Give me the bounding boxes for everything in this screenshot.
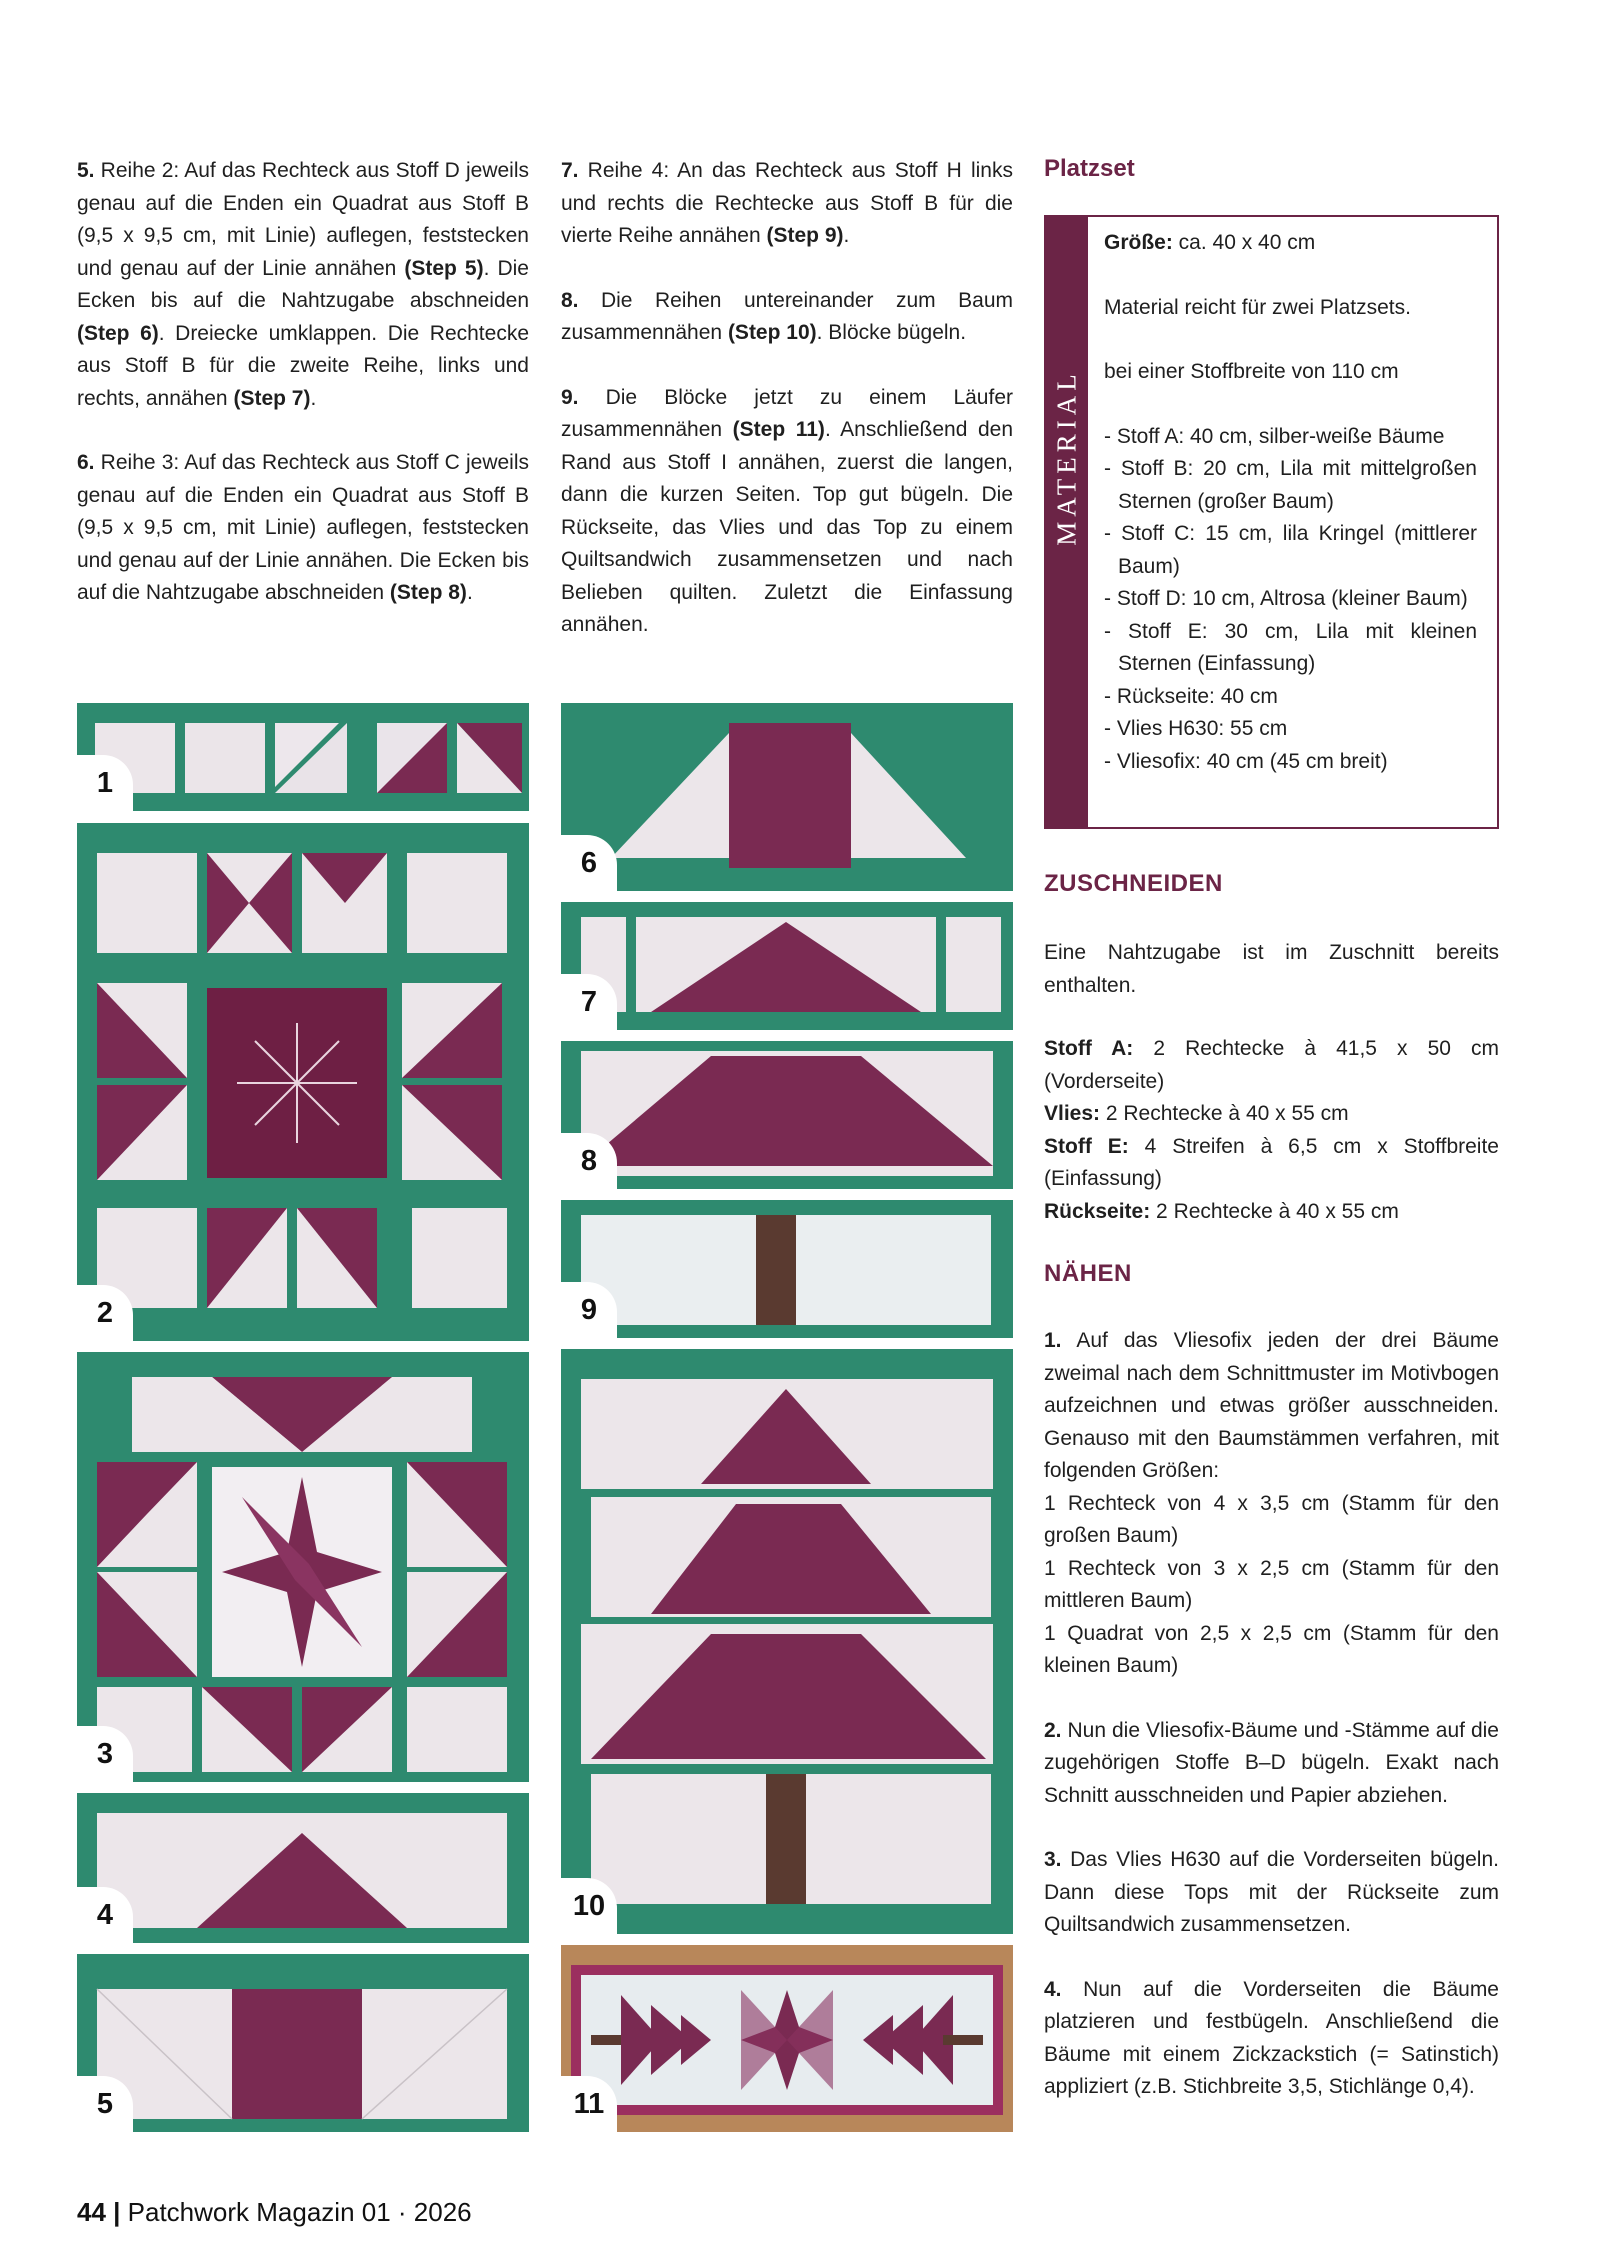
naehen-step-1: 1. Auf das Vliesofix jeden der drei Bäume zweimal nach dem Schnittmuster im Motivbogen aufzeichnen und etwas größer ausschneiden. Genauso mit den Baumstämmen verfahren, mit folgenden Größen: 1 Rechteck von 4 x 3,5 cm (Stamm für den großen Baum) 1 Rechteck von 3 x 2,5 cm (Stamm für den mittleren Baum) 1 Quadrat von 2,5 x 2,5 cm (Stamm für den kleinen Baum) — [1044, 1329, 1499, 1677]
step-photo-1 — [77, 703, 529, 811]
zuschneiden-list — [1044, 1033, 1499, 1228]
trunk-row-illustration — [77, 1954, 529, 2132]
step-7-paragraph: 7. Reihe 4: An das Rechteck aus Stoff H links und rechts die Rechtecke aus Stoff B für die vierte Reihe annähen (Step 9). — [561, 159, 1013, 247]
photo-number-badge: 7 — [561, 974, 617, 1030]
photo-number-badge: 2 — [77, 1285, 133, 1341]
step-reference: (Step 11) — [732, 418, 825, 441]
material-label: MATERIAL — [1051, 369, 1082, 546]
photo-number-badge: 5 — [77, 2076, 133, 2132]
tree-trapezoid-row-illustration — [561, 1041, 1013, 1189]
step-photo-4 — [77, 1793, 529, 1943]
photo-number-badge: 4 — [77, 1887, 133, 1943]
naehen-steps — [1044, 1325, 1499, 2136]
step-reference: (Step 6) — [77, 321, 159, 345]
photo-number-badge: 11 — [561, 2076, 617, 2132]
material-item: - Vliesofix: 40 cm (45 cm breit) — [1104, 749, 1388, 773]
material-item: - Stoff B: 20 cm, Lila mit mittelgroßen Sternen (großer Baum) — [1104, 457, 1477, 513]
trunk-row-4-illustration — [561, 1200, 1013, 1338]
page-number: 44 — [77, 2197, 106, 2227]
material-note: Material reicht für zwei Platzsets. — [1104, 295, 1411, 319]
magazine-name: Patchwork Magazin — [127, 2197, 355, 2227]
step-9-paragraph: 9. Die Blöcke jetzt zu einem Läufer zusammennähen (Step 11). Anschließend den Rand aus Stoff I annähen, zuerst die langen, dann die kurzen Seiten. Top gut bügeln. Die Rückseite, das Vlies und das Top zu einem Quiltsandwich zusammensetzen und nach Belieben quilten. Zuletzt die Einfassung annähen. — [561, 385, 1014, 636]
material-band — [1046, 217, 1088, 827]
step-photo-5 — [77, 1954, 529, 2132]
step-reference: (Step 8) — [389, 581, 467, 604]
step-reference: (Step 10) — [727, 321, 817, 344]
trimmed-corners-illustration — [561, 703, 1013, 891]
step-photo-7 — [561, 902, 1013, 1030]
table-runner-illustration — [561, 1945, 1013, 2132]
step-number: 5. — [77, 159, 95, 182]
row-with-side-rectangles-illustration — [561, 902, 1013, 1030]
step-photo-10 — [561, 1349, 1013, 1934]
naehen-step-3: 3. Das Vlies H630 auf die Vorderseiten bügeln. Dann diese Tops mit der Rückseite zum Quiltsandwich zusammensetzen. — [1044, 1848, 1499, 1936]
photo-number-badge: 3 — [77, 1726, 133, 1782]
step-photo-2 — [77, 823, 529, 1341]
cut-row: Stoff A: 2 Rechtecke à 41,5 x 50 cm (Vorderseite) — [1044, 1037, 1500, 1093]
material-box — [1044, 215, 1499, 829]
star-block-illustration — [77, 1352, 529, 1782]
step-8-paragraph: 8. Die Reihen untereinander zum Baum zusammennähen (Step 10). Blöcke bügeln. — [561, 288, 1013, 344]
photo-number-badge: 1 — [77, 755, 133, 811]
material-item: - Stoff C: 15 cm, lila Kringel (mittlerer Baum) — [1104, 522, 1477, 578]
material-item: - Vlies H630: 55 cm — [1104, 717, 1288, 740]
page-footer: 44 | Patchwork Magazin 01 · 2026 — [77, 2197, 472, 2227]
column-1 — [77, 155, 529, 642]
tree-row-illustration — [77, 1793, 529, 1943]
material-item: - Stoff E: 30 cm, Lila mit kleinen Sternen (Einfassung) — [1104, 619, 1477, 675]
material-item: - Stoff D: 10 cm, Altrosa (kleiner Baum) — [1104, 587, 1468, 610]
column-2 — [561, 155, 1013, 674]
material-item: - Stoff A: 40 cm, silber-weiße Bäume — [1104, 424, 1445, 448]
fabric-squares-illustration — [77, 703, 529, 811]
step-photo-11 — [561, 1945, 1013, 2132]
step-photo-8 — [561, 1041, 1013, 1189]
cut-row: Rückseite: 2 Rechtecke à 40 x 55 cm — [1044, 1199, 1399, 1223]
fabric-width-note: bei einer Stoffbreite von 110 cm — [1104, 360, 1399, 383]
material-content — [1104, 227, 1477, 778]
step-number: 6. — [77, 451, 95, 474]
zuschneiden-intro: Eine Nahtzugabe ist im Zuschnitt bereits enthalten. — [1044, 941, 1499, 997]
material-list — [1104, 421, 1477, 779]
step-photo-3 — [77, 1352, 529, 1782]
photo-number-badge: 6 — [561, 835, 617, 891]
naehen-step-4: 4. Nun auf die Vorderseiten die Bäume platzieren und festbügeln. Anschließend die Bäume mit einem Zickzackstich (= Satinstich) appliziert (z.B. Stichbreite 3,5, Stichlänge 0,4). — [1044, 1977, 1499, 2098]
step-reference: (Step 7) — [233, 386, 311, 410]
zuschneiden-title: ZUSCHNEIDEN — [1044, 870, 1223, 897]
photo-number-badge: 10 — [561, 1878, 617, 1934]
photo-number-badge: 8 — [561, 1133, 617, 1189]
naehen-step-2: 2. Nun die Vliesofix-Bäume und -Stämme auf die zugehörigen Stoffe B–D bügeln. Exakt nach Schnitt ausschneiden und Papier abziehen. — [1044, 1718, 1499, 1807]
issue: 01 · 2026 — [354, 2197, 472, 2227]
step-5-paragraph: 5. Reihe 2: Auf das Rechteck aus Stoff D jeweils genau auf die Enden ein Quadrat aus Stoff B (9,5 x 9,5 cm, mit Linie) auflegen, feststecken und genau auf der Linie annähen (Step 5). Die Ecken bis auf die Nahtzugabe abschneiden (Step 6). Dreiecke umklappen. Die Rechtecke aus Stoff B für die zweite Reihe, links und rechts, annähen (Step 7). — [77, 159, 529, 410]
assembled-tree-illustration — [561, 1349, 1013, 1934]
platzset-title: Platzset — [1044, 155, 1135, 182]
step-6-paragraph: 6. Reihe 3: Auf das Rechteck aus Stoff C jeweils genau auf die Enden ein Quadrat aus Stoff B (9,5 x 9,5 cm, mit Linie) auflegen, feststecken und genau auf der Linie annähen. Die Ecken bis auf die Nahtzugabe abschneiden (Step 8). — [77, 451, 529, 604]
size-line: Größe: ca. 40 x 40 cm — [1104, 231, 1316, 254]
photo-number-badge: 9 — [561, 1282, 617, 1338]
step-reference: (Step 5) — [404, 256, 484, 280]
cut-row: Vlies: 2 Rechtecke à 40 x 55 cm — [1044, 1102, 1349, 1125]
star-block-pieces-illustration — [77, 823, 529, 1341]
step-reference: (Step 9) — [766, 224, 844, 247]
naehen-title: NÄHEN — [1044, 1260, 1132, 1287]
material-item: - Rückseite: 40 cm — [1104, 684, 1278, 708]
cut-row: Stoff E: 4 Streifen à 6,5 cm x Stoffbreite (Einfassung) — [1044, 1134, 1499, 1190]
step-photo-9 — [561, 1200, 1013, 1338]
step-photo-6 — [561, 703, 1013, 891]
